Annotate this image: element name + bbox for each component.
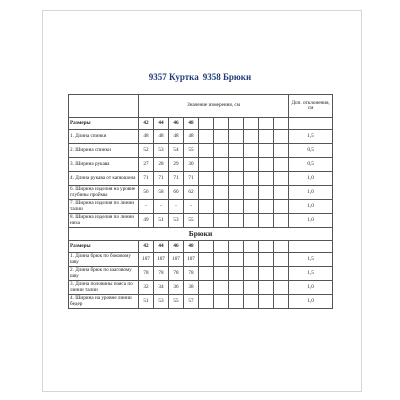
empty-cell	[199, 118, 214, 130]
empty-cell	[259, 144, 274, 158]
sizes-row	[69, 118, 333, 130]
measurement-value: 78	[184, 267, 199, 281]
measurement-value: 51	[139, 295, 154, 309]
tolerance-value: 0,5	[289, 144, 333, 158]
measurement-value: 107	[154, 253, 169, 267]
measurement-value: 78	[154, 267, 169, 281]
empty-cell	[199, 281, 214, 295]
empty-cell	[289, 241, 333, 253]
empty-cell	[259, 295, 274, 309]
tolerance-header: Доп. отклонения, см	[289, 95, 333, 118]
empty-cell	[199, 267, 214, 281]
measurement-value: 71	[154, 172, 169, 186]
empty-cell	[274, 267, 289, 281]
sizes-row	[69, 241, 333, 253]
measurement-value: 48	[184, 130, 199, 144]
measurement-value: 30	[184, 158, 199, 172]
measurement-value: 52	[139, 144, 154, 158]
measurement-value: 53	[169, 214, 184, 228]
measure-header: Значение измерения, см	[139, 95, 289, 118]
empty-cell	[274, 214, 289, 228]
tolerance-value: 1,5	[289, 130, 333, 144]
measurement-value: 51	[154, 214, 169, 228]
empty-cell	[289, 118, 333, 130]
empty-cell	[274, 200, 289, 214]
measurement-name: 4. Длина рукава от капюшона	[69, 172, 139, 186]
empty-cell	[214, 118, 229, 130]
measurement-value: 60	[169, 186, 184, 200]
measurement-name: 6. Ширина изделия на уровне глубины проймы	[69, 186, 139, 200]
empty-cell	[244, 214, 259, 228]
empty-cell	[259, 158, 274, 172]
measurement-value: 28	[154, 158, 169, 172]
empty-cell	[199, 130, 214, 144]
empty-cell	[244, 186, 259, 200]
table-row	[69, 200, 333, 214]
empty-cell	[229, 186, 244, 200]
empty-cell	[229, 267, 244, 281]
empty-cell	[229, 130, 244, 144]
table-row	[69, 267, 333, 281]
empty-cell	[214, 186, 229, 200]
measurement-value: 54	[169, 144, 184, 158]
measurement-value: 48	[169, 130, 184, 144]
sizes-label: Размеры	[69, 118, 139, 130]
empty-cell	[274, 241, 289, 253]
table-row	[69, 130, 333, 144]
empty-cell	[229, 253, 244, 267]
empty-cell	[199, 295, 214, 309]
empty-cell	[244, 241, 259, 253]
size-cell: 44	[154, 241, 169, 253]
empty-cell	[274, 295, 289, 309]
table-row	[69, 295, 333, 309]
measurement-value: 107	[169, 253, 184, 267]
empty-cell	[214, 172, 229, 186]
empty-cell	[259, 253, 274, 267]
measurement-value: 78	[169, 267, 184, 281]
tolerance-value: 1,0	[289, 186, 333, 200]
tolerance-value: 0,5	[289, 158, 333, 172]
empty-cell	[259, 241, 274, 253]
jacket-label: Куртка	[169, 72, 199, 82]
measurement-value: 53	[154, 144, 169, 158]
empty-cell	[229, 172, 244, 186]
measurement-name: 3. Длина половины пояса по линии талии	[69, 281, 139, 295]
pants-label: Брюки	[222, 72, 252, 82]
measurement-value: 62	[184, 186, 199, 200]
table-row	[69, 281, 333, 295]
table-row	[69, 186, 333, 200]
measurement-name: 2. Ширина спинки	[69, 144, 139, 158]
empty-cell	[229, 295, 244, 309]
measurement-value: -	[169, 200, 184, 214]
measurement-name: 1. Длина спинки	[69, 130, 139, 144]
table-row	[69, 172, 333, 186]
measurement-name: 4. Ширина на уровне линии бедер	[69, 295, 139, 309]
empty-cell	[244, 130, 259, 144]
measurement-value: 71	[139, 172, 154, 186]
empty-cell	[214, 144, 229, 158]
empty-cell	[229, 281, 244, 295]
tolerance-value: 1,0	[289, 214, 333, 228]
header-empty-cell	[69, 95, 139, 118]
tolerance-value: 1,0	[289, 281, 333, 295]
empty-cell	[259, 186, 274, 200]
empty-cell	[274, 281, 289, 295]
measurement-value: 53	[154, 295, 169, 309]
tolerance-value: 1,5	[289, 253, 333, 267]
size-cell: 44	[154, 118, 169, 130]
measurement-value: 55	[184, 144, 199, 158]
empty-cell	[199, 241, 214, 253]
empty-cell	[259, 118, 274, 130]
empty-cell	[259, 172, 274, 186]
empty-cell	[214, 130, 229, 144]
empty-cell	[259, 267, 274, 281]
measurement-value: 78	[139, 267, 154, 281]
empty-cell	[274, 253, 289, 267]
empty-cell	[244, 267, 259, 281]
empty-cell	[229, 144, 244, 158]
empty-cell	[229, 241, 244, 253]
empty-cell	[259, 130, 274, 144]
empty-cell	[214, 200, 229, 214]
empty-cell	[229, 200, 244, 214]
size-cell: 42	[139, 118, 154, 130]
size-cell: 46	[169, 241, 184, 253]
tolerance-value: 1,0	[289, 200, 333, 214]
table-row	[69, 253, 333, 267]
measurement-value: 71	[184, 172, 199, 186]
table-row	[69, 144, 333, 158]
measurement-value: 57	[184, 295, 199, 309]
empty-cell	[274, 130, 289, 144]
measurement-value: 38	[184, 281, 199, 295]
measurement-value: 56	[139, 186, 154, 200]
empty-cell	[199, 214, 214, 228]
measurement-value: 48	[139, 130, 154, 144]
measurement-value: 107	[139, 253, 154, 267]
empty-cell	[244, 172, 259, 186]
measurement-value: -	[139, 200, 154, 214]
empty-cell	[214, 158, 229, 172]
empty-cell	[259, 281, 274, 295]
empty-cell	[274, 186, 289, 200]
empty-cell	[214, 253, 229, 267]
empty-cell	[274, 172, 289, 186]
empty-cell	[229, 158, 244, 172]
size-cell: 42	[139, 241, 154, 253]
measurement-value: -	[154, 200, 169, 214]
measurement-value: 27	[139, 158, 154, 172]
measurement-value: 48	[154, 130, 169, 144]
measurement-name: 8. Ширина изделия по линии низа	[69, 214, 139, 228]
measurement-value: 58	[154, 186, 169, 200]
table-row	[69, 158, 333, 172]
tolerance-value: 1,5	[289, 267, 333, 281]
empty-cell	[199, 144, 214, 158]
empty-cell	[199, 186, 214, 200]
empty-cell	[274, 118, 289, 130]
measurement-value: -	[184, 200, 199, 214]
empty-cell	[244, 295, 259, 309]
document-title	[68, 72, 332, 82]
measurements-table	[68, 94, 333, 309]
tolerance-value: 1,0	[289, 295, 333, 309]
empty-cell	[214, 281, 229, 295]
size-cell: 48	[184, 241, 199, 253]
empty-cell	[229, 118, 244, 130]
section-title: Брюки	[69, 228, 333, 241]
empty-cell	[199, 253, 214, 267]
measurement-value: 29	[169, 158, 184, 172]
empty-cell	[214, 295, 229, 309]
measurement-name: 3. Ширина рукава	[69, 158, 139, 172]
empty-cell	[214, 214, 229, 228]
measurement-value: 107	[184, 253, 199, 267]
section-row	[69, 228, 333, 241]
empty-cell	[244, 253, 259, 267]
measurement-name: 1. Длина брюк по боковому шву	[69, 253, 139, 267]
jacket-code: 9357	[148, 72, 167, 82]
measurement-value: 36	[169, 281, 184, 295]
measurement-value: 55	[169, 295, 184, 309]
empty-cell	[259, 214, 274, 228]
empty-cell	[259, 200, 274, 214]
tolerance-value: 1,0	[289, 172, 333, 186]
empty-cell	[244, 158, 259, 172]
empty-cell	[244, 118, 259, 130]
empty-cell	[274, 158, 289, 172]
empty-cell	[244, 200, 259, 214]
measurement-value: 32	[139, 281, 154, 295]
empty-cell	[214, 241, 229, 253]
measurement-value: 71	[169, 172, 184, 186]
measurement-name: 2. Длина брюк по шаговому шву	[69, 267, 139, 281]
measurement-value: 55	[184, 214, 199, 228]
size-cell: 46	[169, 118, 184, 130]
measurement-value: 34	[154, 281, 169, 295]
empty-cell	[244, 144, 259, 158]
empty-cell	[199, 172, 214, 186]
measurement-value: 49	[139, 214, 154, 228]
empty-cell	[199, 158, 214, 172]
empty-cell	[229, 214, 244, 228]
sizes-label: Размеры	[69, 241, 139, 253]
table-row	[69, 214, 333, 228]
empty-cell	[199, 200, 214, 214]
size-cell: 48	[184, 118, 199, 130]
pants-code: 9358	[202, 72, 221, 82]
empty-cell	[244, 281, 259, 295]
empty-cell	[214, 267, 229, 281]
empty-cell	[274, 144, 289, 158]
measurement-name: 7. Ширина изделия по линии талии	[69, 200, 139, 214]
